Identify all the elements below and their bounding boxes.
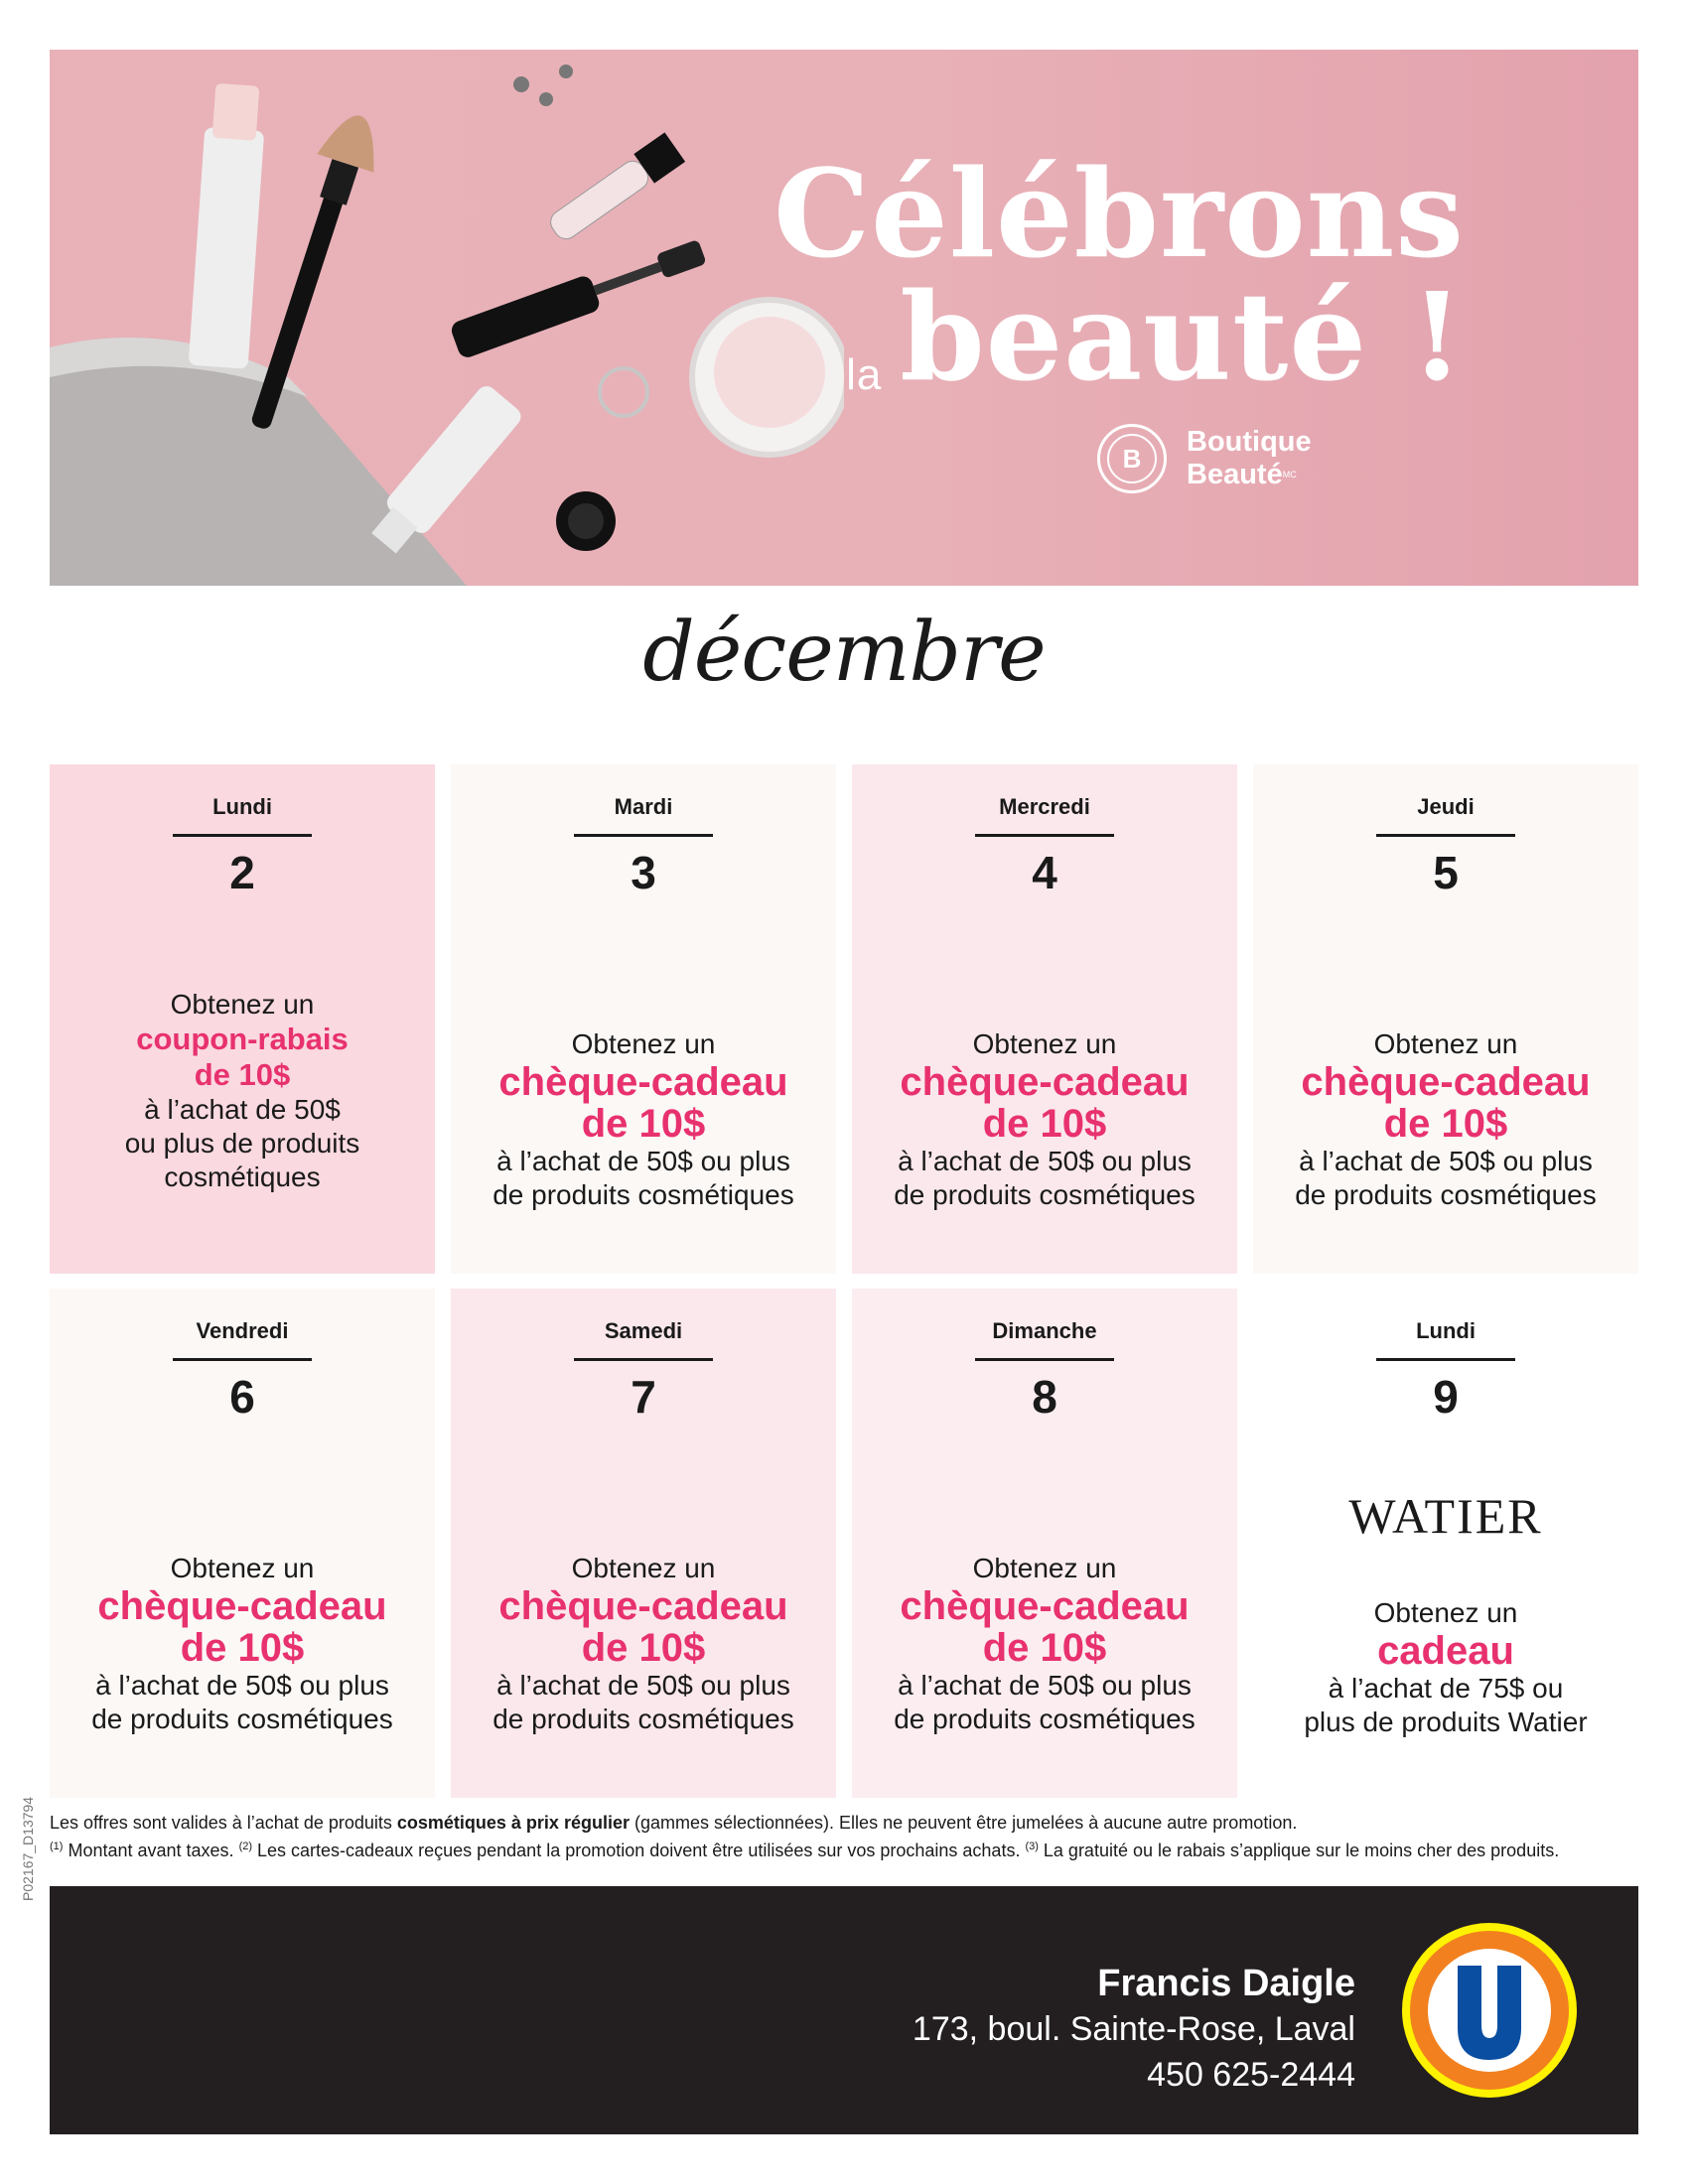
cosmetics-illustration (50, 50, 844, 586)
watier-logo: WATIER (1348, 1488, 1543, 1544)
day-number: 4 (1032, 847, 1057, 898)
offer-highlight: chèque-cadeau (97, 1584, 387, 1628)
offer-highlight: coupon-rabais (136, 1022, 349, 1056)
day-number: 5 (1433, 847, 1459, 898)
day-name: Jeudi (1417, 794, 1475, 819)
uniprix-u-logo-icon (1400, 1921, 1579, 2100)
day-number: 2 (229, 847, 255, 898)
brand-mark: MC (1282, 470, 1297, 479)
offer-amount: de 10$ (581, 1626, 706, 1670)
day-cell (50, 764, 435, 1274)
offer-condition: à l’achat de 50$ ou plus (496, 1670, 790, 1701)
offer-highlight: chèque-cadeau (900, 1584, 1190, 1628)
offer-intro: Obtenez un (972, 1028, 1117, 1059)
store-footer (50, 1886, 1638, 2134)
offer (451, 1552, 836, 1736)
divider (1376, 834, 1515, 837)
offer-highlight: chèque-cadeau (1301, 1060, 1591, 1104)
hero-title-line2: beauté ! (900, 265, 1465, 408)
document-code: P02167_D13794 (20, 1796, 36, 1901)
day-name: Lundi (1416, 1318, 1476, 1343)
day-cell (852, 1289, 1237, 1798)
brand-line1: Boutique (1187, 426, 1312, 458)
offer-highlight: cadeau (1377, 1629, 1514, 1673)
day-cell (1253, 764, 1638, 1274)
offer-intro: Obtenez un (571, 1028, 716, 1059)
offer (852, 1027, 1237, 1212)
offer-condition: de produits cosmétiques (894, 1704, 1196, 1734)
day-cell (50, 1289, 435, 1798)
day-cell (451, 764, 836, 1274)
month-title: décembre (642, 606, 1046, 700)
offer-highlight: chèque-cadeau (498, 1584, 788, 1628)
offer-condition: à l’achat de 50$ ou plus (95, 1670, 389, 1701)
offer (1253, 1027, 1638, 1212)
offer-amount: de 10$ (982, 1626, 1107, 1670)
divider (173, 834, 312, 837)
offer (50, 988, 435, 1194)
divider (173, 1358, 312, 1361)
offer-condition: de produits cosmétiques (492, 1704, 794, 1734)
store-name: Francis Daigle (1097, 1963, 1355, 2004)
divider (574, 1358, 713, 1361)
offer-condition: ou plus de produits (124, 1128, 360, 1159)
offer-condition: de produits cosmétiques (1295, 1179, 1597, 1210)
day-name: Lundi (212, 794, 272, 819)
offer (451, 1027, 836, 1212)
day-cell (1253, 1289, 1638, 1798)
offer-highlight: chèque-cadeau (498, 1060, 788, 1104)
offer-condition: cosmétiques (164, 1161, 321, 1192)
boutique-beaute-logo (1097, 424, 1312, 493)
offer-intro: Obtenez un (170, 1553, 315, 1583)
offer-intro: Obtenez un (1373, 1597, 1518, 1628)
store-info (913, 1961, 1355, 2098)
offer-condition: à l’achat de 50$ ou plus (496, 1146, 790, 1176)
offer-condition: de produits cosmétiques (894, 1179, 1196, 1210)
day-number: 9 (1433, 1371, 1459, 1423)
divider (1376, 1358, 1515, 1361)
offer-highlight: chèque-cadeau (900, 1060, 1190, 1104)
hero-banner (50, 50, 1638, 586)
offer-condition: à l’achat de 75$ ou (1328, 1673, 1564, 1704)
day-name: Vendredi (196, 1318, 289, 1343)
day-number: 3 (631, 847, 656, 898)
offer-intro: Obtenez un (170, 989, 315, 1020)
hero-title-la: la (846, 349, 883, 399)
day-number: 7 (631, 1371, 656, 1423)
day-name: Mercredi (999, 794, 1090, 819)
offer (50, 1552, 435, 1736)
offer-condition: à l’achat de 50$ ou plus (898, 1146, 1192, 1176)
day-name: Dimanche (992, 1318, 1097, 1343)
offer-amount: de 10$ (982, 1102, 1107, 1146)
brand-line2: Beauté (1187, 459, 1283, 490)
offer-amount: de 10$ (1383, 1102, 1508, 1146)
divider (975, 1358, 1114, 1361)
store-address: 173, boul. Sainte-Rose, Laval (912, 2010, 1355, 2048)
hero-title-line1: Célébrons (773, 142, 1465, 285)
day-number: 8 (1032, 1371, 1057, 1423)
divider (975, 834, 1114, 837)
offer (852, 1552, 1237, 1736)
offer-intro: Obtenez un (1373, 1028, 1518, 1059)
offer-condition: à l’achat de 50$ ou plus (898, 1670, 1192, 1701)
offer-amount: de 10$ (180, 1626, 305, 1670)
store-phone: 450 625-2444 (1147, 2056, 1355, 2094)
offer-condition: de produits cosmétiques (91, 1704, 393, 1734)
legal-text: Les offres sont valides à l’achat de produits cosmétiques à prix régulier (gammes sélectionnées). Elles ne peuvent être jumelées à aucune autre promotion. $^{(1)}$ Montant avant taxes. $^{(2)}$ Les cartes-cadeaux reçues pendant la promotion doivent être utilisées sur vos prochains achats. $^{(3)}$ La gratuité ou le rabais s’applique sur le moins cher des produits. (50, 1813, 1560, 1860)
offer-intro: Obtenez un (571, 1553, 716, 1583)
offer-amount: de 10$ (581, 1102, 706, 1146)
offer-condition: plus de produits Watier (1304, 1706, 1588, 1737)
day-name: Mardi (614, 794, 673, 819)
offer (1253, 1596, 1638, 1739)
hero-title (773, 142, 1465, 440)
boutique-beaute-b-icon: B (1097, 424, 1167, 493)
day-number: 6 (229, 1371, 255, 1423)
offer-intro: Obtenez un (972, 1553, 1117, 1583)
day-cell (852, 764, 1237, 1274)
offer-condition: de produits cosmétiques (492, 1179, 794, 1210)
divider (574, 834, 713, 837)
offer-condition: à l’achat de 50$ (144, 1094, 341, 1125)
day-name: Samedi (604, 1318, 683, 1343)
offer-amount: de 10$ (194, 1057, 291, 1092)
offer-condition: à l’achat de 50$ ou plus (1299, 1146, 1593, 1176)
day-cell (451, 1289, 836, 1798)
